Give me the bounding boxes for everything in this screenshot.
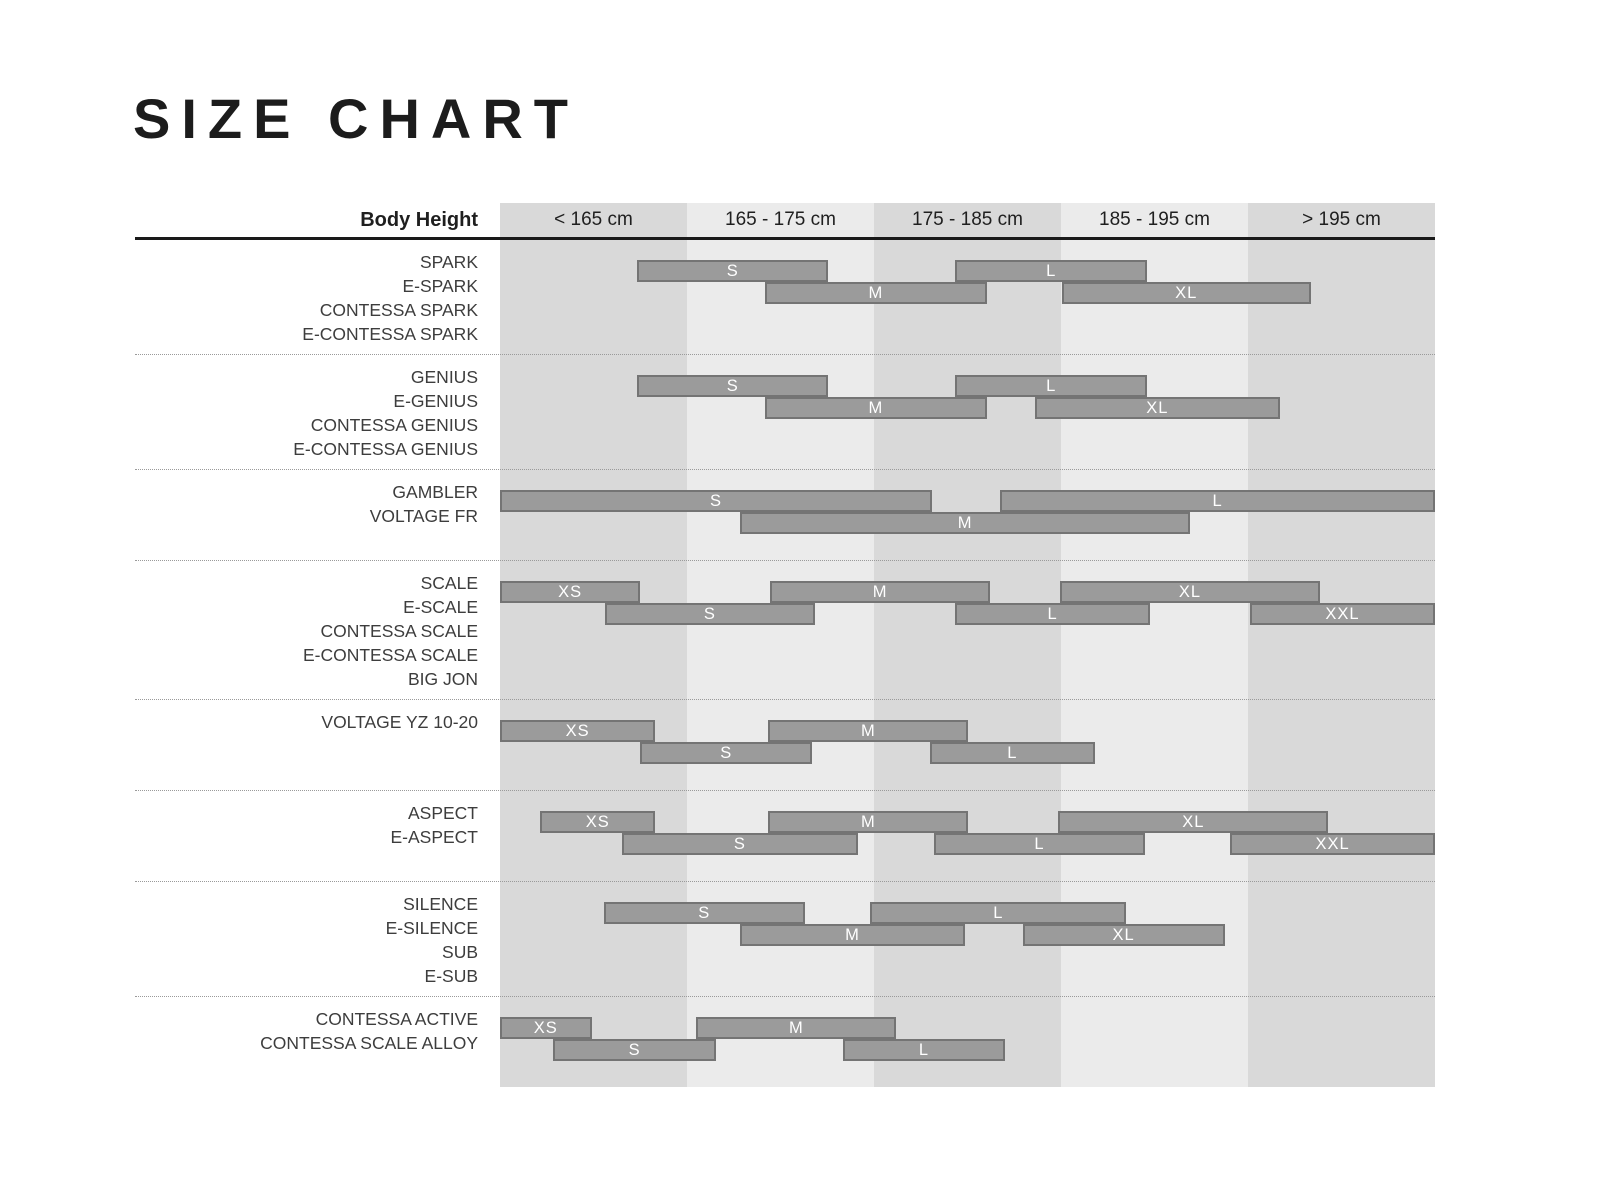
size-bar-label: S bbox=[726, 261, 739, 280]
size-bar-xs bbox=[540, 811, 655, 833]
size-bars-area bbox=[500, 355, 1435, 469]
model-group-row bbox=[135, 560, 1435, 699]
size-bar-xl bbox=[1062, 282, 1311, 304]
size-bar-m bbox=[768, 811, 968, 833]
model-label: SILENCE bbox=[403, 894, 478, 914]
size-bar-label: M bbox=[789, 1018, 804, 1037]
size-bar-m bbox=[770, 581, 990, 603]
size-bar-l bbox=[934, 833, 1145, 855]
size-bar-label: M bbox=[872, 582, 888, 601]
size-bar-xxl bbox=[1230, 833, 1435, 855]
size-bar-m bbox=[768, 720, 968, 742]
model-labels bbox=[135, 997, 500, 1087]
size-bar-s bbox=[553, 1039, 716, 1061]
size-bar-l bbox=[1000, 490, 1435, 512]
model-label: CONTESSA SCALE bbox=[320, 621, 478, 641]
size-bar-l bbox=[870, 902, 1126, 924]
size-bar-label: XXL bbox=[1325, 604, 1360, 623]
chart-header-row bbox=[135, 203, 1435, 240]
model-label: CONTESSA SPARK bbox=[319, 300, 478, 320]
page-title: SIZE CHART bbox=[133, 87, 579, 150]
size-bar-s bbox=[500, 490, 932, 512]
size-bar-label: S bbox=[709, 491, 722, 510]
column-header: 175 - 185 cm bbox=[912, 209, 1023, 230]
model-label: SPARK bbox=[419, 252, 478, 272]
size-bar-m bbox=[740, 512, 1190, 534]
model-label: GAMBLER bbox=[392, 482, 478, 502]
model-label: CONTESSA ACTIVE bbox=[315, 1009, 478, 1029]
size-bar-xs bbox=[500, 581, 640, 603]
size-bars-area bbox=[500, 882, 1435, 996]
size-bar-xl bbox=[1035, 397, 1280, 419]
size-bar-m bbox=[696, 1017, 896, 1039]
model-labels bbox=[135, 561, 500, 699]
size-bar-s bbox=[637, 375, 828, 397]
size-bar-label: M bbox=[861, 721, 876, 740]
model-group-row bbox=[135, 469, 1435, 560]
model-group-row bbox=[135, 699, 1435, 790]
size-bar-label: XS bbox=[533, 1018, 558, 1037]
size-bar-label: L bbox=[993, 903, 1004, 922]
size-bar-label: L bbox=[1034, 834, 1045, 853]
size-bar-label: L bbox=[1046, 261, 1057, 280]
model-group-row bbox=[135, 996, 1435, 1087]
model-label: GENIUS bbox=[410, 367, 478, 387]
size-bar-label: XL bbox=[1178, 582, 1202, 601]
size-bar-label: XL bbox=[1112, 925, 1135, 944]
model-label: E-SCALE bbox=[403, 597, 478, 617]
size-bar-label: L bbox=[1047, 604, 1058, 623]
size-bars-area bbox=[500, 997, 1435, 1087]
model-labels bbox=[135, 791, 500, 881]
size-bar-s bbox=[640, 742, 812, 764]
model-groups bbox=[135, 240, 1435, 1087]
size-bar-label: M bbox=[861, 812, 876, 831]
size-bar-xl bbox=[1060, 581, 1320, 603]
model-group-row bbox=[135, 881, 1435, 996]
model-labels bbox=[135, 700, 500, 790]
size-bar-label: XL bbox=[1146, 398, 1169, 417]
size-bars-area bbox=[500, 470, 1435, 560]
size-bar-label: M bbox=[845, 925, 860, 944]
column-header: 165 - 175 cm bbox=[725, 209, 836, 230]
column-header: < 165 cm bbox=[554, 209, 633, 230]
size-bar-label: XL bbox=[1175, 283, 1198, 302]
model-group-row bbox=[135, 790, 1435, 881]
size-bar-m bbox=[765, 282, 988, 304]
model-labels bbox=[135, 240, 500, 354]
model-label: CONTESSA GENIUS bbox=[310, 415, 478, 435]
model-label: SCALE bbox=[420, 573, 478, 593]
size-bar-l bbox=[955, 375, 1147, 397]
body-height-axis-label: Body Height bbox=[360, 208, 478, 231]
size-bar-label: M bbox=[957, 513, 973, 532]
model-label: E-GENIUS bbox=[393, 391, 478, 411]
size-bars-area bbox=[500, 561, 1435, 699]
size-bar-label: M bbox=[868, 398, 884, 417]
size-bar-xl bbox=[1058, 811, 1328, 833]
model-label: BIG JON bbox=[407, 669, 478, 689]
column-header: 185 - 195 cm bbox=[1099, 209, 1210, 230]
size-bars-area bbox=[500, 240, 1435, 354]
size-bar-label: XXL bbox=[1315, 834, 1350, 853]
size-bar-label: XS bbox=[585, 812, 610, 831]
size-bar-xl bbox=[1023, 924, 1225, 946]
size-bars-area bbox=[500, 700, 1435, 790]
size-bar-label: L bbox=[1046, 376, 1057, 395]
size-bar-s bbox=[604, 902, 805, 924]
size-bar-label: S bbox=[628, 1040, 641, 1059]
model-labels bbox=[135, 882, 500, 996]
size-bar-l bbox=[843, 1039, 1005, 1061]
size-bar-s bbox=[622, 833, 859, 855]
size-bar-label: L bbox=[1007, 743, 1018, 762]
size-bar-label: L bbox=[918, 1040, 930, 1059]
model-label: E-CONTESSA GENIUS bbox=[293, 439, 478, 459]
model-label: VOLTAGE FR bbox=[369, 506, 478, 526]
size-bars-area bbox=[500, 791, 1435, 881]
model-group-row bbox=[135, 354, 1435, 469]
model-group-row bbox=[135, 240, 1435, 354]
size-bar-label: S bbox=[720, 743, 733, 762]
size-bar-l bbox=[955, 260, 1147, 282]
size-bar-s bbox=[605, 603, 815, 625]
size-bar-label: S bbox=[698, 903, 711, 922]
model-label: E-ASPECT bbox=[390, 827, 478, 847]
model-label: E-SILENCE bbox=[385, 918, 478, 938]
size-bar-xxl bbox=[1250, 603, 1435, 625]
size-bar-xs bbox=[500, 720, 655, 742]
model-label: CONTESSA SCALE ALLOY bbox=[260, 1033, 478, 1053]
size-chart bbox=[135, 203, 1435, 1087]
size-bar-l bbox=[955, 603, 1149, 625]
size-bar-label: S bbox=[733, 834, 746, 853]
body-height-columns bbox=[500, 209, 1435, 231]
model-label: E-SUB bbox=[424, 966, 478, 986]
size-bar-label: S bbox=[703, 604, 716, 623]
size-bar-l bbox=[930, 742, 1095, 764]
model-labels bbox=[135, 355, 500, 469]
size-bar-label: M bbox=[868, 283, 884, 302]
size-bar-s bbox=[637, 260, 828, 282]
model-label: E-SPARK bbox=[402, 276, 478, 296]
size-bar-label: XS bbox=[558, 582, 583, 601]
size-bar-m bbox=[765, 397, 988, 419]
model-label: VOLTAGE YZ 10-20 bbox=[321, 712, 478, 732]
size-bar-label: XS bbox=[565, 721, 590, 740]
model-labels bbox=[135, 470, 500, 560]
size-bar-label: L bbox=[1212, 491, 1223, 510]
model-label: SUB bbox=[442, 942, 478, 962]
size-bar-label: XL bbox=[1182, 812, 1205, 831]
size-bar-m bbox=[740, 924, 964, 946]
model-label: E-CONTESSA SPARK bbox=[302, 324, 478, 344]
model-label: E-CONTESSA SCALE bbox=[302, 645, 478, 665]
model-label: ASPECT bbox=[407, 803, 478, 823]
size-bar-xs bbox=[500, 1017, 592, 1039]
size-bar-label: S bbox=[726, 376, 739, 395]
column-header: > 195 cm bbox=[1302, 209, 1381, 230]
